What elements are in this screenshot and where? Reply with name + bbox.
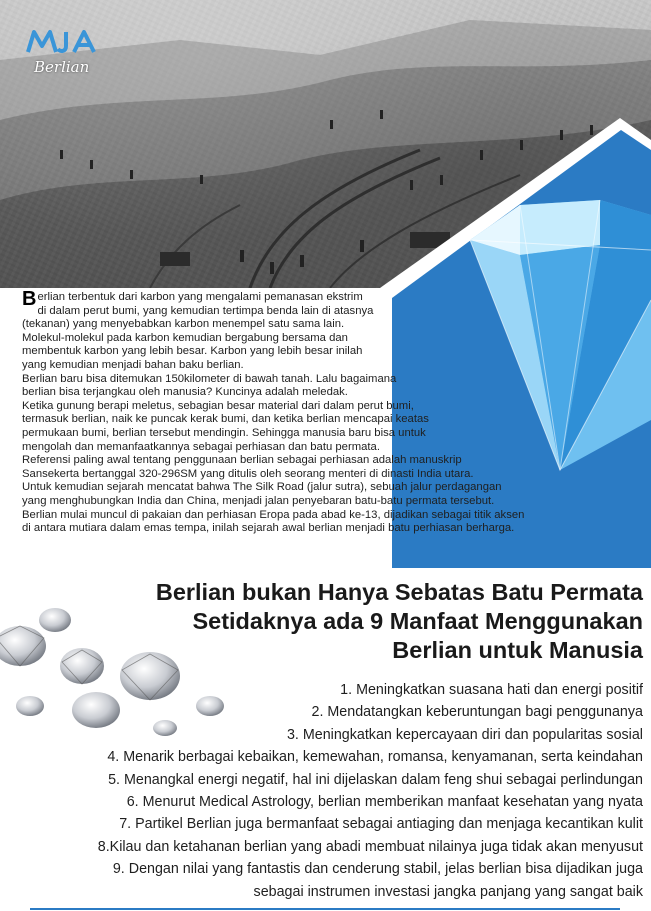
article-line: termasuk berlian, naik ke puncak kerak bumi, dan ketika berlian mencapai keatas <box>22 413 429 426</box>
article-body <box>22 288 622 536</box>
list-item: 5. Menangkal energi negatif, hal ini dijelaskan dalam feng shui sebagai perlindungan <box>108 771 643 788</box>
article-line: Sansekerta bertanggal 320-296SM yang ditulis oleh seorang menteri di dinasti India utara. <box>22 467 474 480</box>
article-line: berlian bisa terjangkau oleh manusia? Kuncinya adalah meledak. <box>22 386 348 399</box>
gem-icon <box>0 626 46 666</box>
benefits-list <box>3 679 643 903</box>
article-line: (tekanan) yang menyebabkan karbon menempel satu sama lain. <box>22 318 345 331</box>
article-line: di antara mutiara dalam emas tempa, inilah sejarah awal berlian menjadi batu perhiasan berharga. <box>22 522 515 535</box>
benefits-heading <box>43 578 643 665</box>
article-line: Berlian mulai muncul di pakaian dan perhiasan Eropa pada abad ke-13, dijadikan sebagai titik aksen <box>22 508 525 521</box>
article-line: Referensi paling awal tentang penggunaan berlian sebagai perhiasan adalah manuskrip <box>22 454 462 467</box>
list-item: 7. Partikel Berlian juga bermanfaat sebagai antiaging dan menjaga kecantikan kulit <box>119 816 643 833</box>
article-line: Molekul-molekul pada karbon kemudian bergabung bersama dan <box>22 331 348 344</box>
article-line: membentuk karbon yang lebih besar. Karbon yang lebih besar inilah <box>22 345 363 358</box>
article-line: Berlian baru bisa ditemukan 150kilometer di bawah tanah. Lalu bagaimana <box>22 372 397 385</box>
heading-line: Berlian bukan Hanya Sebatas Batu Permata <box>155 579 643 605</box>
list-item: 4. Menarik berbagai kebaikan, kemewahan, romansa, kenyamanan, serta keindahan <box>107 749 643 766</box>
list-item: 9. Dengan nilai yang fantastis dan cenderung stabil, jelas berlian bisa dijadikan juga <box>112 861 643 878</box>
list-item: 2. Mendatangkan keberuntungan bagi penggunanya <box>311 704 643 721</box>
dropcap: B <box>22 288 37 310</box>
heading-line: Setidaknya ada 9 Manfaat Menggunakan <box>192 608 643 634</box>
logo-subtitle: Berlian <box>34 58 90 76</box>
article-line: permukaan bumi, berlian tersebut mendingin. Sehingga manusia baru bisa untuk <box>22 426 426 439</box>
list-item: 1. Meningkatkan suasana hati dan energi positif <box>340 682 643 698</box>
article-line: Ketika gunung berapi meletus, sebagian besar material dari dalam perut bumi, <box>22 399 414 412</box>
list-item: 8.Kilau dan ketahanan berlian yang abadi membuat nilainya juga tidak akan menyusut <box>97 838 643 855</box>
heading-line: Berlian untuk Manusia <box>392 637 643 663</box>
list-item: 6. Menurut Medical Astrology, berlian memberikan manfaat kesehatan yang nyata <box>126 794 643 811</box>
article-line: yang kemudian menjadi bahan baku berlian. <box>22 358 244 371</box>
article-line: Untuk kemudian sejarah mencatat bahwa The Silk Road (jalur sutra), sebuah jalur perdagangan <box>22 481 502 494</box>
article-line: yang menghubungkan India dan China, menjadi jalan penyebaran batu-batu permata tersebut. <box>22 494 495 507</box>
article-line: di dalam perut bumi, yang kemudian tertimpa benda lain di atasnya <box>37 304 374 317</box>
bottom-divider <box>30 908 620 910</box>
list-item: 3. Meningkatkan kepercayaan diri dan popularitas sosial <box>286 726 643 743</box>
article-line: mengolah dan memanfaatkannya sebagai perhiasan dan batu permata. <box>22 440 380 453</box>
list-item: sebagai instrumen investasi jangka panjang yang sangat baik <box>253 883 643 900</box>
article-line: Berlian terbentuk dari karbon yang mengalami pemanasan ekstrim <box>22 288 363 310</box>
